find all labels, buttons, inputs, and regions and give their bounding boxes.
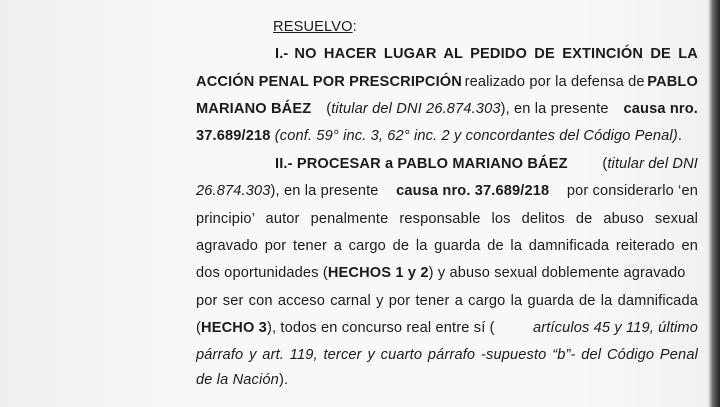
p1-l3-bold2: causa nro.	[623, 101, 698, 117]
p1-l2-bold2: PABLO	[647, 74, 698, 90]
p2-line-9	[196, 371, 698, 389]
p2-label: II.-	[275, 156, 293, 172]
p2-l1-tail	[602, 155, 698, 173]
p2-l7-italic: artículos 45 y 119, último	[532, 320, 698, 336]
p2-l1-paren: (	[602, 156, 608, 172]
p2-line-1	[275, 155, 698, 173]
resolution-heading	[273, 18, 698, 36]
p2-l2-italic: 26.874.303	[196, 183, 271, 199]
p1-l2-bold: ACCIÓN PENAL POR PRESCRIPCIÓN	[196, 74, 462, 90]
p2-line-8	[196, 346, 698, 364]
page-edge-shadow	[708, 0, 720, 407]
p2-line-5	[196, 264, 698, 282]
p2-l9-italic: de la Nación	[196, 372, 279, 388]
p1-l3-italic: titular del DNI 26.874.303	[331, 101, 501, 117]
p2-l7-paren: (	[196, 320, 202, 336]
p2-l9-text: ).	[278, 372, 289, 388]
p2-l2-bold: causa nro. 37.689/218	[396, 183, 550, 199]
p2-l5-bold: HECHOS 1 y 2	[327, 265, 429, 281]
p1-l4-italic: (conf. 59° inc. 3, 62° inc. 2 y concordantes del Código Penal)	[274, 128, 678, 144]
p2-l2-text2: por considerarlo ‘en	[566, 183, 698, 199]
p2-l5-head	[196, 264, 686, 282]
p1-label: I.-	[275, 46, 289, 62]
p2-l7-head	[196, 319, 495, 337]
p1-line-1	[275, 45, 698, 63]
p2-l4-text: agravado por tener a cargo de la guarda de la damnificada reiterado en	[196, 238, 698, 254]
p1-l4-text: .	[677, 128, 683, 144]
p1-line-3	[196, 100, 698, 118]
p2-l2-text1: ), en la presente	[270, 183, 379, 199]
p2-l5-text1: dos oportunidades (	[196, 265, 328, 281]
p2-l1-head	[275, 155, 568, 173]
p2-l1-bold: PROCESAR a PABLO MARIANO BÁEZ	[296, 156, 568, 172]
p2-l2-head	[196, 182, 379, 200]
p2-l8-italic: párrafo y art. 119, tercer y cuarto párrafo -supuesto “b”- del Código Penal	[196, 347, 698, 363]
heading-colon: :	[352, 19, 357, 35]
p2-l7-bold: HECHO 3	[201, 320, 267, 336]
p2-l7-text2: ), todos en concurso real entre sí (	[266, 320, 495, 336]
p1-l3-text: ), en la presente	[500, 101, 609, 117]
p2-line-7	[196, 319, 698, 337]
p2-line-3	[196, 210, 698, 228]
p2-line-4	[196, 237, 698, 255]
p1-l3-mid	[326, 100, 608, 118]
p1-line-4	[196, 127, 698, 145]
p2-l5-text2: ) y abuso sexual doblemente agravado	[428, 265, 686, 281]
p1-line-2	[196, 73, 698, 91]
p2-l3-text: principio’ autor penalmente responsable los delitos de abuso sexual	[196, 211, 698, 227]
p2-l6-text: por ser con acceso carnal y por tener a cargo la guarda de la damnificada	[196, 293, 698, 309]
p2-l1-italic: titular del DNI	[607, 156, 698, 172]
p1-l1-bold: NO HACER LUGAR AL PEDIDO DE EXTINCIÓN DE LA	[294, 46, 698, 62]
p2-line-6	[196, 292, 698, 310]
p1-l3-paren: (	[326, 101, 332, 117]
p1-l2-text: realizado por la defensa de	[464, 74, 645, 90]
p1-l4-bold: 37.689/218	[196, 128, 271, 144]
heading-text: RESUELVO	[273, 19, 353, 35]
p1-l3-bold: MARIANO BÁEZ	[196, 101, 312, 117]
p2-line-2	[196, 182, 698, 200]
